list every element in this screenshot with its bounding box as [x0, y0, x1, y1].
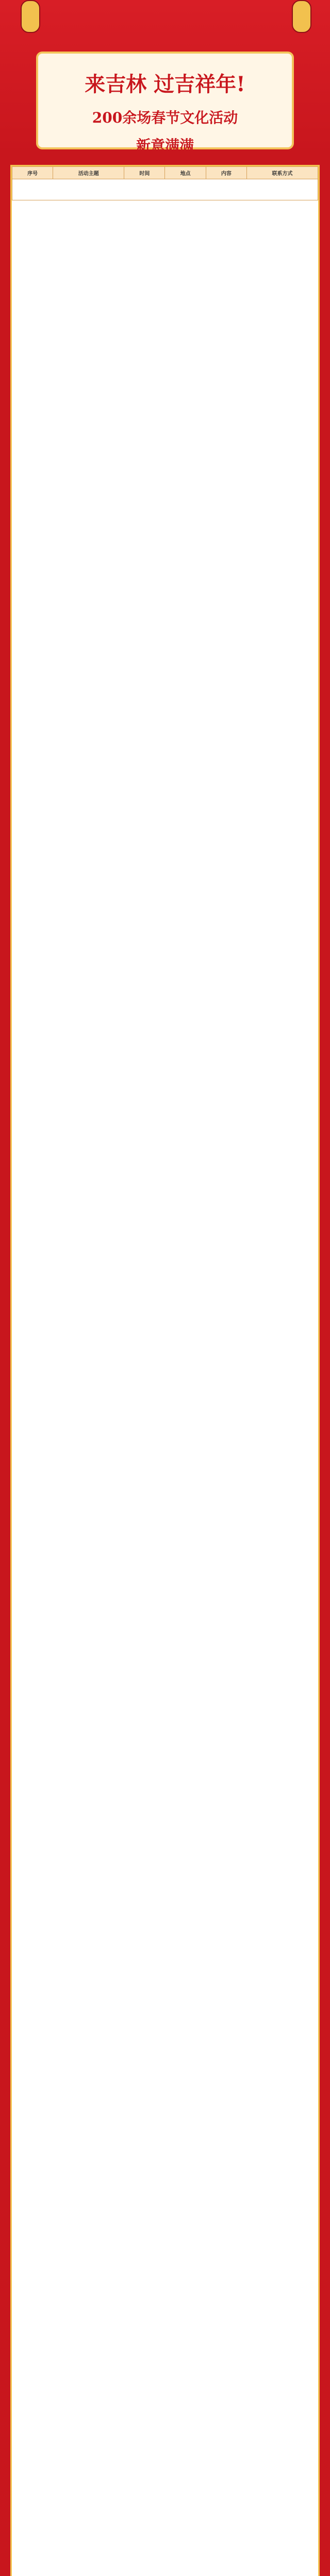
- page-tagline: 新意满满: [136, 137, 194, 154]
- table-header-cell: 联系方式: [246, 167, 318, 179]
- table-header-cell: 序号: [12, 167, 53, 179]
- table-header-row: [12, 167, 318, 179]
- table-header-cell: 内容: [206, 167, 246, 179]
- lantern-icon: [292, 0, 311, 33]
- page-subtitle: 200余场春节文化活动: [92, 109, 238, 126]
- events-table: [12, 166, 318, 200]
- table-header-cell: 时间: [124, 167, 165, 179]
- lantern-icon: [21, 0, 40, 33]
- table-header-cell: 地点: [165, 167, 206, 179]
- table-body: [12, 179, 318, 200]
- title-card: [36, 52, 294, 154]
- table-row-empty: [12, 179, 318, 200]
- page-title: 来吉林 过吉祥年!: [85, 72, 245, 96]
- table-header-cell: 活动主题: [53, 167, 124, 179]
- table-cell-empty: [12, 179, 318, 200]
- top-decoration: [0, 0, 330, 155]
- events-table-container: [10, 165, 320, 2576]
